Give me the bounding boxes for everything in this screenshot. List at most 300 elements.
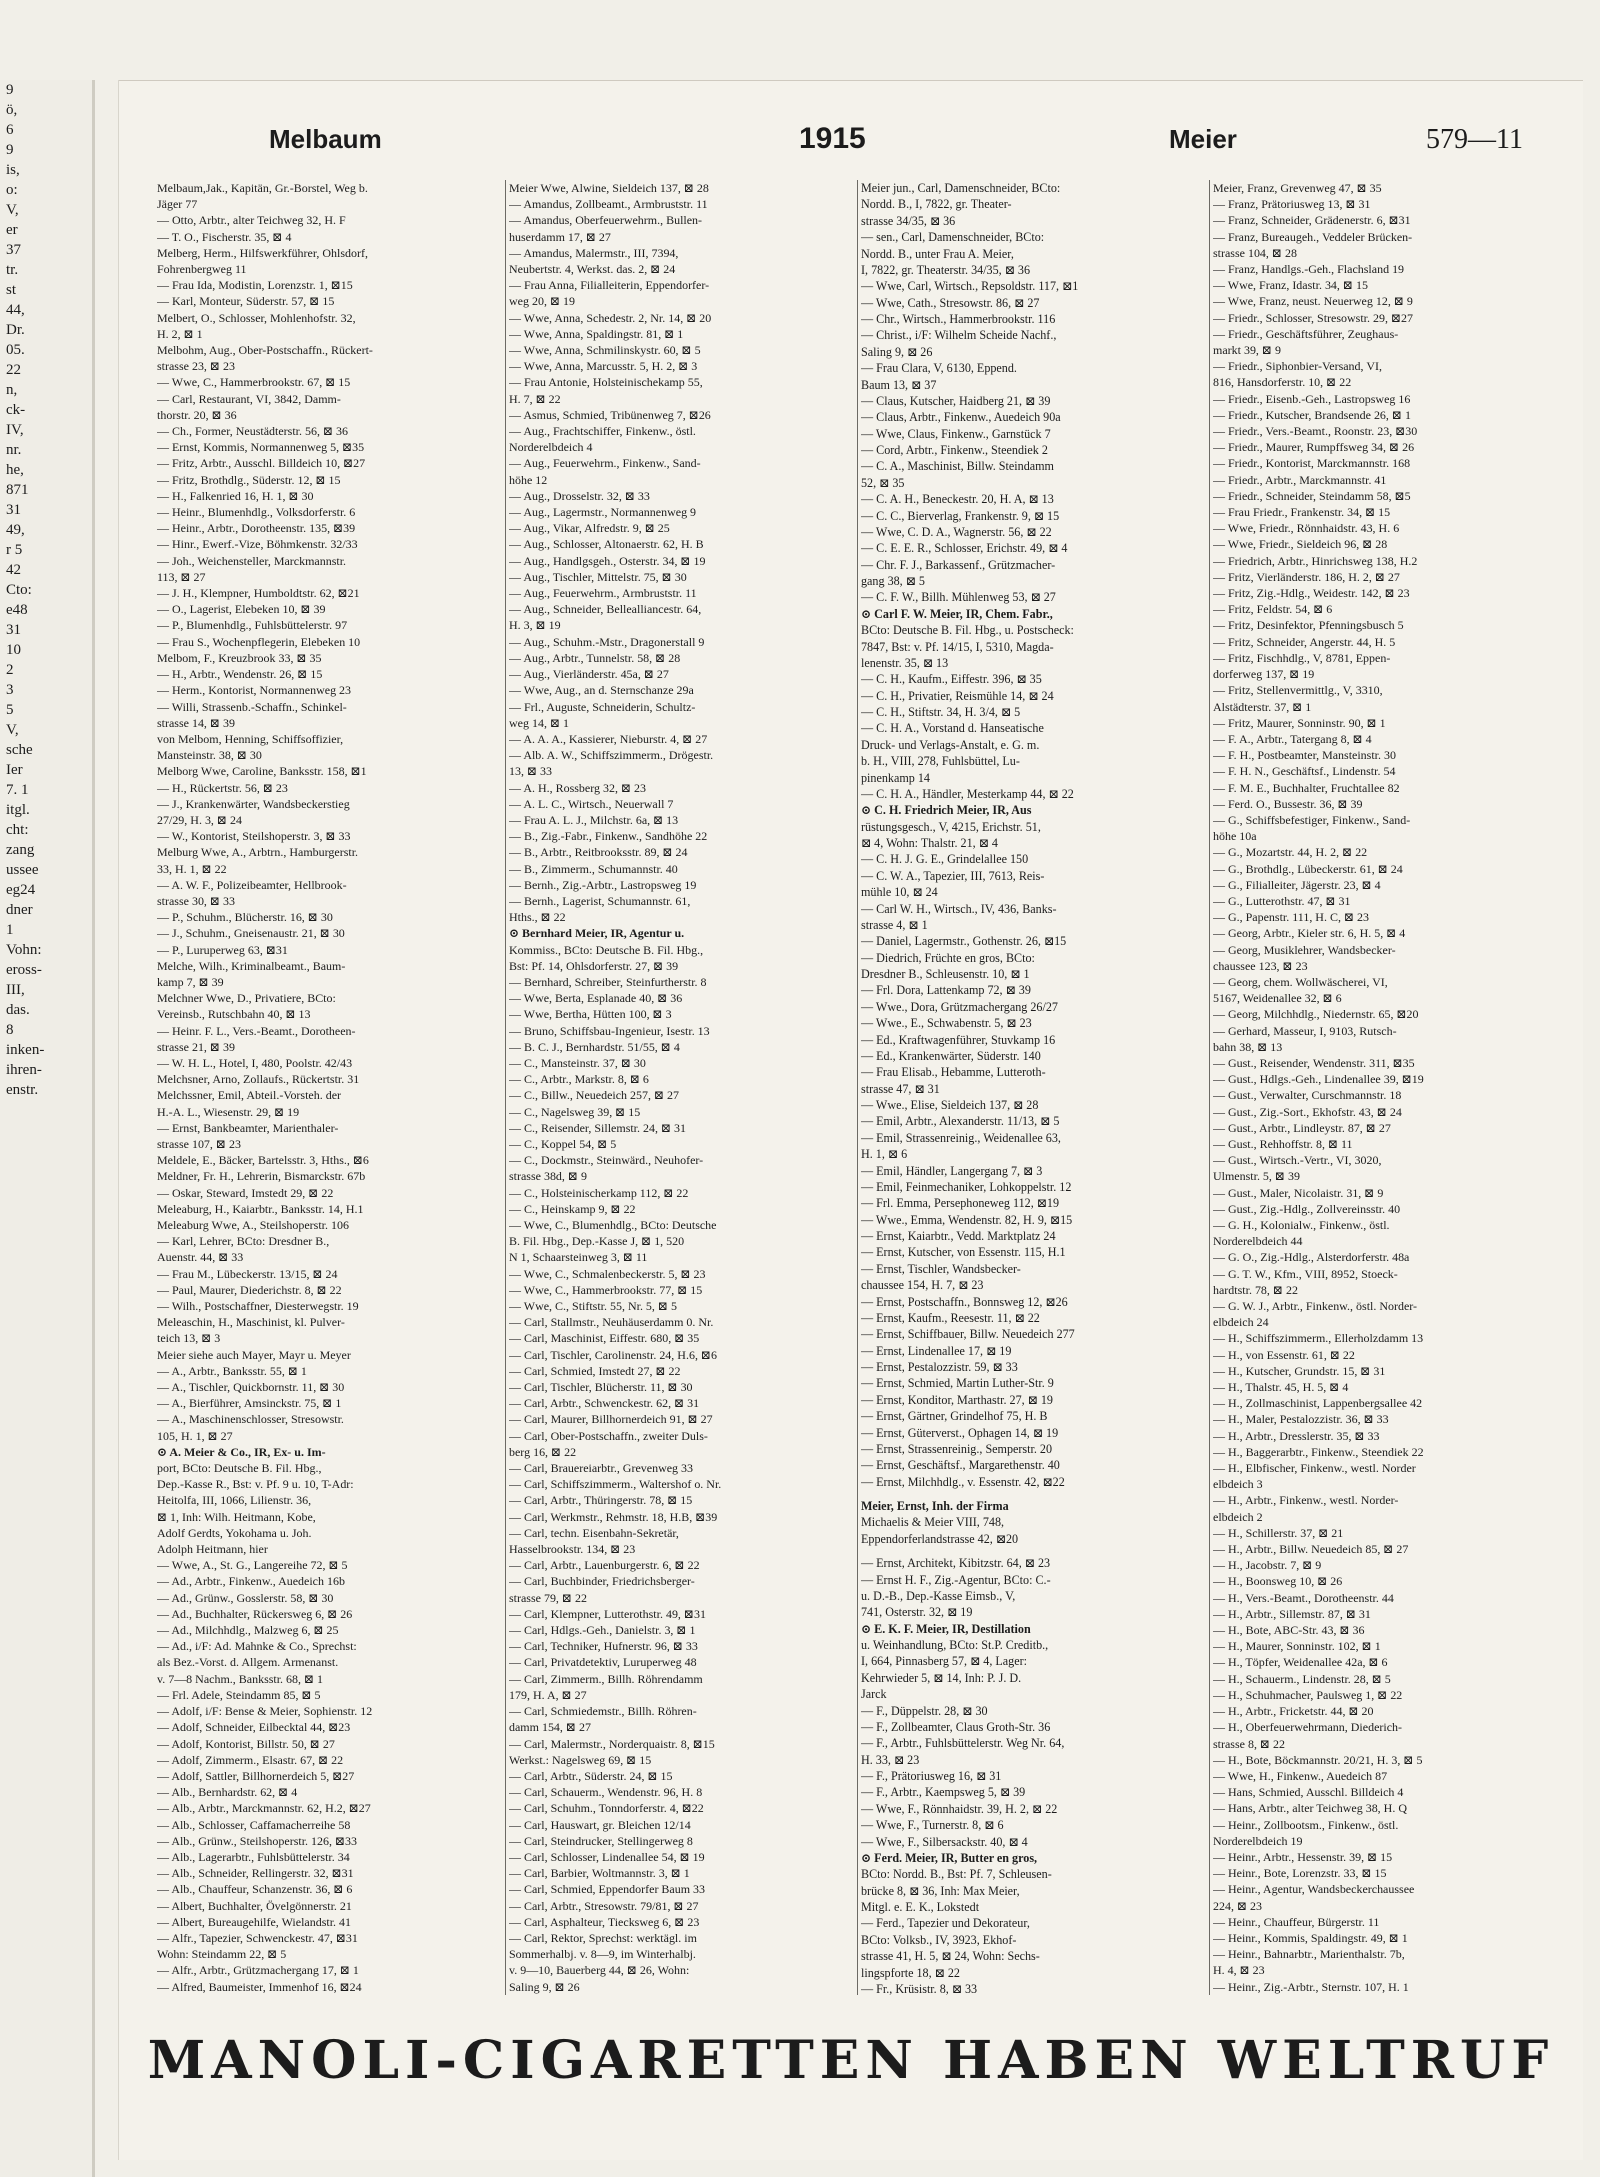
margin-fragment: 871 [6,482,29,498]
directory-entry: — C., Arbtr., Markstr. 8, ⊠ 6 [509,1072,649,1087]
directory-entry: — A., Maschinenschlosser, Stresowstr. [157,1412,344,1427]
directory-entry: — Carl, Schiffszimmerm., Waltershof o. Nr. [509,1477,722,1492]
directory-entry: — Karl, Lehrer, BCto: Dresdner B., [157,1234,330,1249]
directory-entry: pinenkamp 14 [861,770,930,785]
directory-entry: — Heinr., Zollbootsm., Finkenw., östl. [1213,1817,1399,1832]
column-2 [509,180,855,1995]
directory-entry: — H., Schauerm., Lindenstr. 28, ⊠ 5 [1213,1671,1391,1686]
margin-fragment: ck- [6,402,26,418]
directory-entry: — J. H., Klempner, Humboldtstr. 62, ⊠21 [157,586,360,601]
directory-entry: — Frau Ida, Modistin, Lorenzstr. 1, ⊠15 [157,278,353,293]
directory-entry: H. 3, ⊠ 19 [509,618,561,633]
directory-entry: — Cord, Arbtr., Finkenw., Steendiek 2 [861,443,1048,457]
directory-entry: — Fr., Krüsistr. 8, ⊠ 33 [861,1981,978,1995]
directory-entry: — Chr., Wirtsch., Hammerbrookstr. 116 [861,312,1056,326]
page-header [159,120,1543,164]
directory-entry: — Ernst, Strassenreinig., Semperstr. 20 [861,1441,1053,1456]
margin-fragment: V, [6,722,19,738]
directory-entry: — Wwe, F., Rönnhaidstr. 39, H. 2, ⊠ 22 [861,1801,1058,1816]
directory-entry: strasse 30, ⊠ 33 [157,893,235,908]
directory-entry: — Friedr., Geschäftsführer, Zeughaus- [1213,326,1399,341]
entry-columns [157,180,1567,1995]
directory-entry: Mitgl. e. E. K., Lokstedt [861,1900,980,1914]
directory-entry: — F., Arbtr., Fuhlsbüttelerstr. Weg Nr. 64, [861,1736,1065,1751]
directory-entry: — Frau A. L. J., Milchstr. 6a, ⊠ 13 [509,812,679,827]
directory-entry: — C. A., Maschinist, Billw. Steindamm [861,459,1054,474]
margin-fragment: V, [6,202,19,218]
directory-entry: 27/29, H. 3, ⊠ 24 [157,812,242,827]
directory-entry: — F., Düppelstr. 28, ⊠ 30 [861,1703,988,1718]
directory-entry: — H., Arbtr., Wendenstr. 26, ⊠ 15 [157,667,323,682]
directory-entry: — C., Nagelsweg 39, ⊠ 15 [509,1104,641,1119]
directory-entry: — G., Mozartstr. 44, H. 2, ⊠ 22 [1213,845,1368,860]
margin-fragment: 1 [6,922,14,938]
directory-entry: BCto: Volksb., IV, 3923, Ekhof- [861,1932,1017,1947]
directory-entry: ⊙ Bernhard Meier, IR, Agentur u. [509,926,685,941]
directory-entry: — Heinr., Bahnarbtr., Marienthalstr. 7b, [1213,1947,1405,1962]
directory-entry: H. 2, ⊠ 1 [157,326,203,341]
directory-entry: — Amandus, Malermstr., III, 7394, [509,245,679,260]
directory-entry: — Wwe, Anna, Schedestr. 2, Nr. 14, ⊠ 20 [509,310,712,325]
directory-entry: Meldner, Fr. H., Lehrerin, Bismarckstr. 67b [157,1169,366,1184]
directory-entry: — Wwe, C., Hammerbrookstr. 77, ⊠ 15 [509,1282,703,1297]
directory-entry: 7847, Bst: v. Pf. 14/15, I, 5310, Magda- [861,639,1054,654]
directory-entry: — Alb., Schneider, Rellingerstr. 32, ⊠31 [157,1866,354,1881]
directory-entry: — H., Oberfeuerwehrmann, Diederich- [1213,1720,1403,1735]
directory-entry: — F. H., Postbeamter, Mansteinstr. 30 [1213,748,1396,763]
margin-fragment: 22 [6,362,21,378]
margin-fragment: sche [6,742,33,758]
directory-entry: — G., Schiffsbefestiger, Finkenw., Sand- [1213,812,1411,827]
directory-entry: — Carl, Stallmstr., Neuhäuserdamm 0. Nr. [509,1315,714,1330]
directory-entry: — H., Arbtr., Finkenw., westl. Norder- [1213,1493,1399,1508]
directory-entry: — C. A. H., Beneckestr. 20, H. A, ⊠ 13 [861,492,1054,507]
directory-entry: — G. O., Zig.-Hdlg., Alsterdorferstr. 48a [1213,1250,1410,1265]
directory-entry: — Aug., Feuerwehrm., Armbruststr. 11 [509,586,697,601]
directory-entry: — Friedr., Arbtr., Marckmannstr. 41 [1213,472,1387,487]
directory-entry: — Friedr., Eisenb.-Geh., Lastropsweg 16 [1213,391,1411,406]
directory-entry: port, BCto: Deutsche B. Fil. Hbg., [157,1461,322,1476]
margin-fragment: o: [6,182,18,198]
directory-entry: — H., Schillerstr. 37, ⊠ 21 [1213,1525,1344,1540]
margin-fragment: 42 [6,562,21,578]
directory-entry: — Aug., Vikar, Alfredstr. 9, ⊠ 25 [509,521,670,536]
directory-entry: H. 4, ⊠ 23 [1213,1963,1265,1978]
directory-entry: — Emil, Arbtr., Alexanderstr. 11/13, ⊠ 5 [861,1114,1060,1129]
directory-entry: — W., Kontorist, Steilshoperstr. 3, ⊠ 33 [157,829,351,844]
directory-entry: — Ernst, Pestalozzistr. 59, ⊠ 33 [861,1360,1018,1374]
directory-entry: — J., Krankenwärter, Wandsbeckerstieg [157,796,350,811]
directory-entry: — Alb., Bernhardstr. 62, ⊠ 4 [157,1785,298,1800]
directory-entry: — Wwe., Dora, Grützmachergang 26/27 [861,999,1058,1014]
directory-entry: Dep.-Kasse R., Bst: v. Pf. 9 u. 10, T-Adr: [157,1477,354,1492]
directory-entry: — H., Töpfer, Weidenallee 42a, ⊠ 6 [1213,1655,1388,1670]
margin-fragment: tr. [6,262,19,278]
directory-entry: — Ernst, Kaiarbtr., Vedd. Marktplatz 24 [861,1229,1056,1243]
directory-entry: Meldele, E., Bäcker, Bartelsstr. 3, Hths., ⊠6 [157,1153,369,1168]
directory-entry: — Wwe, Friedr., Rönnhaidstr. 43, H. 6 [1213,521,1400,536]
margin-fragment: ihren- [6,1062,42,1078]
margin-fragment: 05. [6,342,25,358]
directory-entry: — T. O., Fischerstr. 35, ⊠ 4 [157,229,292,244]
directory-entry: — H., Kutscher, Grundstr. 15, ⊠ 31 [1213,1363,1386,1378]
directory-entry: — Joh., Weichensteller, Marckmannstr. [157,553,347,568]
directory-entry: — C. H., Kaufm., Eiffestr. 396, ⊠ 35 [861,672,1042,687]
directory-entry: — Gust., Zig.-Hdlg., Zollvereinsstr. 40 [1213,1201,1401,1216]
directory-entry: — Carl, Arbtr., Thüringerstr. 78, ⊠ 15 [509,1493,693,1508]
directory-entry: — W. H. L., Hotel, I, 480, Poolstr. 42/43 [157,1055,353,1070]
directory-entry: dorferweg 137, ⊠ 19 [1213,667,1315,682]
directory-entry: — Fritz, Fischhdlg., V, 8781, Eppen- [1213,650,1391,665]
directory-entry: — Georg, Milchhdlg., Niedernstr. 65, ⊠20 [1213,1007,1419,1022]
margin-fragment: 49, [6,522,25,538]
directory-entry: — Amandus, Zollbeamt., Armbruststr. 11 [509,197,708,212]
directory-entry: — Ernst, Milchhdlg., v. Essenstr. 42, ⊠22 [861,1474,1065,1489]
directory-entry: von Melbom, Henning, Schiffsoffizier, [157,731,344,746]
directory-entry: — F., Zollbeamter, Claus Groth-Str. 36 [861,1719,1051,1734]
directory-entry: — Ernst, Lindenallee 17, ⊠ 19 [861,1343,1012,1358]
directory-entry: — Wwe., Elise, Sieldeich 137, ⊠ 28 [861,1098,1039,1112]
directory-entry: — Aug., Tischler, Mittelstr. 75, ⊠ 30 [509,569,687,584]
directory-entry: — Frau Friedr., Frankenstr. 34, ⊠ 15 [1213,505,1391,520]
margin-fragment: 9 [6,142,14,158]
directory-entry: höhe 12 [509,472,548,487]
directory-entry: — H., Schuhmacher, Paulsweg 1, ⊠ 22 [1213,1687,1403,1702]
directory-entry: — Otto, Arbtr., alter Teichweg 32, H. F [157,213,346,228]
directory-entry: ⊙ C. H. Friedrich Meier, IR, Aus [861,803,1032,818]
directory-entry: strasse 79, ⊠ 22 [509,1590,587,1605]
directory-entry: — Gust., Wirtsch.-Vertr., VI, 3020, [1213,1153,1382,1168]
directory-entry [861,1490,1207,1498]
directory-entry: — Georg, Musiklehrer, Wandsbecker- [1213,942,1396,957]
directory-entry: — C. H., Privatier, Reismühle 14, ⊠ 24 [861,688,1054,703]
directory-entry: elbdeich 2 [1213,1509,1263,1524]
directory-entry: — G. W. J., Arbtr., Finkenw., östl. Norder- [1213,1299,1418,1314]
directory-entry: Melbert, O., Schlosser, Mohlenhofstr. 32, [157,310,356,325]
margin-fragment: n, [6,382,18,398]
directory-entry: — Alfr., Tapezier, Schwenckestr. 47, ⊠31 [157,1930,358,1945]
directory-entry: — H., Maurer, Sonninstr. 102, ⊠ 1 [1213,1639,1381,1654]
directory-entry: — Emil, Händler, Langergang 7, ⊠ 3 [861,1163,1043,1178]
directory-entry: Meier, Franz, Grevenweg 47, ⊠ 35 [1213,181,1382,195]
directory-entry: 5167, Weidenallee 32, ⊠ 6 [1213,991,1342,1006]
column-3 [861,180,1207,1995]
directory-entry: — Carl, Techniker, Hufnerstr. 96, ⊠ 33 [509,1639,698,1654]
directory-entry: H. 7, ⊠ 22 [509,391,561,406]
directory-entry: — Carl, Zimmerm., Billh. Röhrendamm [509,1671,703,1686]
directory-entry: — B. C. J., Bernhardstr. 51/55, ⊠ 4 [509,1039,680,1054]
directory-entry: 13, ⊠ 33 [509,764,552,779]
margin-fragment: 5 [6,702,14,718]
directory-entry: — C., Heinskamp 9, ⊠ 22 [509,1201,636,1216]
directory-entry: — Claus, Kutscher, Haidberg 21, ⊠ 39 [861,393,1051,408]
directory-entry: — Ernst, Tischler, Wandsbecker- [861,1261,1021,1276]
directory-entry: — A. L. C., Wirtsch., Neuerwall 7 [509,796,674,811]
margin-fragment: 44, [6,302,25,318]
directory-entry: Norderelbdeich 44 [1213,1234,1303,1249]
directory-entry: — Carl, Maschinist, Eiffestr. 680, ⊠ 35 [509,1331,700,1346]
directory-entry: — Wwe, Cath., Stresowstr. 86, ⊠ 27 [861,295,1040,310]
directory-entry: — C., Reisender, Sillemstr. 24, ⊠ 31 [509,1120,687,1135]
directory-entry: — Fritz, Brothdlg., Süderstr. 12, ⊠ 15 [157,472,341,487]
directory-entry: — B., Zimmerm., Schumannstr. 40 [509,861,678,876]
directory-entry: — Hans, Arbtr., alter Teichweg 38, H. Q [1213,1801,1407,1816]
directory-entry: Adolf Gerdts, Yokohama u. Joh. [157,1525,312,1540]
directory-entry: — Ernst, Kutscher, von Essenstr. 115, H.1 [861,1245,1066,1260]
directory-entry: Melchsner, Arno, Zollaufs., Rückertstr. 31 [157,1072,360,1087]
directory-entry: — C. H. A., Vorstand d. Hanseatische [861,721,1044,736]
directory-entry: Melchssner, Emil, Abteil.-Vorsteh. der [157,1088,342,1103]
directory-entry: teich 13, ⊠ 3 [157,1331,221,1346]
directory-entry: I, 7822, gr. Theaterstr. 34/35, ⊠ 36 [861,262,1031,277]
directory-entry: Meier, Ernst, Inh. der Firma [861,1499,1009,1513]
directory-entry: b. H., VIII, 278, Fuhlsbüttel, Lu- [861,754,1020,769]
column-divider [857,180,858,1995]
directory-entry: Hasselbrookstr. 134, ⊠ 23 [509,1542,636,1557]
margin-fragment: r 5 [6,542,23,558]
directory-entry: — Diedrich, Früchte en gros, BCto: [861,950,1035,965]
directory-entry: — Wwe, H., Finkenw., Auedeich 87 [1213,1768,1388,1783]
directory-entry: Michaelis & Meier VIII, 748, [861,1515,1005,1530]
directory-entry: weg 20, ⊠ 19 [509,294,575,309]
directory-entry: — P., Luruperweg 63, ⊠31 [157,942,288,957]
directory-entry: ⊙ Carl F. W. Meier, IR, Chem. Fabr., [861,606,1053,621]
directory-entry: Fohrenbergweg 11 [157,262,247,277]
directory-entry: — A., Tischler, Quickbornstr. 11, ⊠ 30 [157,1380,345,1395]
directory-entry: Norderelbdeich 4 [509,440,593,455]
directory-entry: — Albert, Bureaugehilfe, Wielandstr. 41 [157,1914,351,1929]
directory-entry: — Oskar, Steward, Imstedt 29, ⊠ 22 [157,1185,334,1200]
directory-entry: — Carl, Ober-Postschaffn., zweiter Duls- [509,1428,708,1443]
margin-fragment: 8 [6,1022,14,1038]
directory-entry: — Wwe, C., Blumenhdlg., BCto: Deutsche [509,1218,717,1232]
directory-page [118,80,1583,2160]
directory-entry: höhe 10a [1213,829,1257,844]
directory-entry: Melbaum,Jak., Kapitän, Gr.-Borstel, Weg b. [157,181,368,195]
directory-entry: — Hinr., Ewerf.-Vize, Böhmkenstr. 32/33 [157,537,358,552]
directory-entry: — Gust., Rehhoffstr. 8, ⊠ 11 [1213,1136,1353,1151]
directory-entry: — H., Arbtr., Billw. Neuedeich 85, ⊠ 27 [1213,1542,1409,1557]
directory-entry: Jarck [861,1687,887,1702]
margin-fragment: zang [6,842,35,858]
margin-fragment: 9 [6,82,14,98]
directory-entry: Saling 9, ⊠ 26 [509,1979,580,1994]
directory-entry: — Friedr., Maurer, Rumpffsweg 34, ⊠ 26 [1213,440,1415,455]
directory-entry: — sen., Carl, Damenschneider, BCto: [861,230,1045,245]
directory-entry: rüstungsgesch., V, 4215, Erichstr. 51, [861,819,1041,834]
margin-fragment: st [6,282,17,298]
directory-entry: — Willi, Strassenb.-Schaffn., Schinkel- [157,699,347,714]
header-last-entry: Meier [1169,124,1237,154]
directory-entry: — C., Holsteinischerkamp 112, ⊠ 22 [509,1185,689,1200]
directory-entry: strasse 21, ⊠ 39 [157,1039,235,1054]
directory-entry: — G., Brothdlg., Lübeckerstr. 61, ⊠ 24 [1213,861,1403,876]
directory-entry: H. 33, ⊠ 23 [861,1752,920,1767]
directory-entry: Nordd. B., I, 7822, gr. Theater- [861,197,1012,212]
margin-fragment: Cto: [6,582,32,598]
directory-entry: — A. W. F., Polizeibeamter, Hellbrook- [157,877,347,892]
directory-entry: — H., Arbtr., Dresslerstr. 35, ⊠ 33 [1213,1428,1380,1443]
directory-entry: — Wwe, C., Stiftstr. 55, Nr. 5, ⊠ 5 [509,1299,677,1314]
directory-entry: kamp 7, ⊠ 39 [157,974,224,989]
directory-entry: — H., Arbtr., Sillemstr. 87, ⊠ 31 [1213,1606,1371,1621]
directory-entry: — Frau Clara, V, 6130, Eppend. [861,361,1017,376]
directory-entry: — Ad., Buchhalter, Rückersweg 6, ⊠ 26 [157,1606,353,1621]
directory-entry: — F. A., Arbtr., Tatergang 8, ⊠ 4 [1213,731,1372,746]
directory-entry: — Ferd., Tapezier und Dekorateur, [861,1916,1030,1931]
directory-entry: — Ernst, Schiffbauer, Billw. Neuedeich 277 [861,1327,1075,1342]
directory-entry: strasse 14, ⊠ 39 [157,715,235,730]
directory-entry: ⊠ 4, Wohn: Thalstr. 21, ⊠ 4 [861,836,998,850]
directory-entry: — Gust., Zig.-Sort., Ekhofstr. 43, ⊠ 24 [1213,1104,1402,1119]
header-year: 1915 [799,122,866,155]
directory-entry: — G. T. W., Kfm., VIII, 8952, Stoeck- [1213,1266,1398,1281]
directory-entry: — Wwe, Aug., an d. Sternschanze 29a [509,683,694,698]
directory-entry: lingspforte 18, ⊠ 22 [861,1965,960,1980]
column-divider [505,180,506,1995]
directory-entry: — B., Zig.-Fabr., Finkenw., Sandhöhe 22 [509,829,708,844]
margin-fragment: Ier [6,762,23,778]
margin-fragment: Vohn: [6,942,42,958]
directory-entry: — Carl, Schmiedemstr., Billh. Röhren- [509,1704,697,1719]
directory-entry: — Carl, Rektor, Sprechst: werktägl. im [509,1930,697,1945]
directory-entry: gang 38, ⊠ 5 [861,574,925,588]
directory-entry: markt 39, ⊠ 9 [1213,343,1281,358]
directory-entry: Hths., ⊠ 22 [509,910,566,925]
directory-entry: — Frl. Emma, Persephoneweg 112, ⊠19 [861,1196,1060,1211]
margin-fragment: eg24 [6,882,36,898]
directory-entry: — C. H. J. G. E., Grindelallee 150 [861,852,1029,867]
directory-entry: — Heinr., Chauffeur, Bürgerstr. 11 [1213,1914,1380,1929]
directory-entry: — H., Maler, Pestalozzistr. 36, ⊠ 33 [1213,1412,1389,1427]
directory-entry: — Carl, Asphalteur, Tiecksweg 6, ⊠ 23 [509,1914,700,1929]
directory-entry: Meier jun., Carl, Damenschneider, BCto: [861,181,1061,195]
directory-entry: Werkst.: Nagelsweg 69, ⊠ 15 [509,1752,652,1767]
directory-entry: — Fritz, Zig.-Hdlg., Weidestr. 142, ⊠ 23 [1213,586,1410,601]
directory-entry: — Alb., Lagerarbtr., Fuhlsbüttelerstr. 34 [157,1849,350,1864]
directory-entry: — Fritz, Schneider, Angerstr. 44, H. 5 [1213,634,1396,649]
directory-entry: — Asmus, Schmied, Tribünenweg 7, ⊠26 [509,407,711,422]
directory-entry: — A. A. A., Kassierer, Nieburstr. 4, ⊠ 27 [509,731,708,746]
directory-entry: — Ernst, Architekt, Kibitzstr. 64, ⊠ 23 [861,1556,1051,1571]
directory-entry: — Heinr., Kommis, Spaldingstr. 49, ⊠ 1 [1213,1930,1408,1945]
directory-entry: — Carl, techn. Eisenbahn-Sekretär, [509,1525,679,1540]
directory-entry: Melchner Wwe, D., Privatiere, BCto: [157,991,336,1006]
directory-entry: — C. E. E. R., Schlosser, Erichstr. 49, ⊠ 4 [861,541,1068,556]
directory-entry: — H., Bote, Böckmannstr. 20/21, H. 3, ⊠ 5 [1213,1752,1423,1767]
directory-entry: — Friedr., Vers.-Beamt., Roonstr. 23, ⊠30 [1213,424,1418,439]
directory-entry: — Carl, Hauswart, gr. Bleichen 12/14 [509,1817,691,1832]
directory-entry: v. 7—8 Nachm., Banksstr. 68, ⊠ 1 [157,1671,324,1686]
directory-entry: — Gust., Verwalter, Curschmannstr. 18 [1213,1088,1402,1103]
margin-fragment: eross- [6,962,42,978]
directory-entry: BCto: Nordd. B., Bst: Pf. 7, Schleusen- [861,1867,1052,1882]
directory-entry: 33, H. 1, ⊠ 22 [157,861,227,876]
directory-entry: — Aug., Feuerwehrm., Finkenw., Sand- [509,456,701,471]
directory-entry: — Carl, Malermstr., Norderquaistr. 8, ⊠15 [509,1736,715,1751]
directory-entry: — P., Schuhm., Blücherstr. 16, ⊠ 30 [157,910,333,925]
header-first-entry: Melbaum [269,124,382,154]
directory-entry: — H., Zollmaschinist, Lappenbergsallee 42 [1213,1396,1423,1411]
directory-entry: Kehrwieder 5, ⊠ 14, Inh: P. J. D. [861,1670,1022,1685]
directory-entry: — Daniel, Lagermstr., Gothenstr. 26, ⊠15 [861,934,1067,949]
directory-entry: — Alfred, Baumeister, Immenhof 16, ⊠24 [157,1979,362,1994]
directory-entry: — Carl, Arbtr., Süderstr. 24, ⊠ 15 [509,1768,673,1783]
directory-entry: — Fritz, Arbtr., Ausschl. Billdeich 10, ⊠27 [157,456,366,471]
directory-entry: Vereinsb., Rutschbahn 40, ⊠ 13 [157,1007,311,1022]
directory-entry: — C., Koppel 54, ⊠ 5 [509,1136,617,1151]
directory-entry: — Friedr., Kutscher, Brandsende 26, ⊠ 1 [1213,407,1411,422]
directory-entry: — Fritz, Desinfektor, Pfenningsbusch 5 [1213,618,1404,633]
directory-entry: Melche, Wilh., Kriminalbeamt., Baum- [157,958,346,973]
directory-entry: — Carl, Buchbinder, Friedrichsberger- [509,1574,695,1589]
directory-entry: — G., Papenstr. 111, H. C, ⊠ 23 [1213,910,1369,925]
margin-fragment: 6 [6,122,14,138]
directory-entry: — Bernh., Zig.-Arbtr., Lastropsweg 19 [509,877,697,892]
directory-entry: v. 9—10, Bauerberg 44, ⊠ 26, Wohn: [509,1963,690,1978]
directory-entry: — Frau Elisab., Hebamme, Lutteroth- [861,1065,1046,1080]
directory-entry: — Fritz, Maurer, Sonninstr. 90, ⊠ 1 [1213,715,1386,730]
directory-entry: strasse 23, ⊠ 23 [157,359,235,374]
directory-entry: strasse 47, ⊠ 31 [861,1081,940,1096]
directory-entry: Neubertstr. 4, Werkst. das. 2, ⊠ 24 [509,262,676,277]
directory-entry: — Ernst, Postschaffn., Bonnsweg 12, ⊠26 [861,1294,1068,1309]
directory-entry [861,1547,1207,1555]
directory-entry: — Chr. F. J., Barkassenf., Grützmacher- [861,557,1056,572]
directory-entry: — Heinr., Bote, Lorenzstr. 33, ⊠ 15 [1213,1866,1387,1881]
directory-entry: — Carl, Arbtr., Schwenckestr. 62, ⊠ 31 [509,1396,700,1411]
directory-entry: I, 664, Pinnasberg 57, ⊠ 4, Lager: [861,1654,1027,1669]
directory-entry: — G., Filialleiter, Jägerstr. 23, ⊠ 4 [1213,877,1381,892]
directory-entry: — Friedr., Schlosser, Stresowstr. 29, ⊠27 [1213,310,1413,325]
directory-entry: — Wwe., E., Schwabenstr. 5, ⊠ 23 [861,1016,1032,1031]
directory-entry: — Gust., Reisender, Wendenstr. 311, ⊠35 [1213,1055,1415,1070]
directory-entry: — Alb. A. W., Schiffszimmerm., Drögestr. [509,748,714,763]
directory-entry: — G., Lutterothstr. 47, ⊠ 31 [1213,893,1351,908]
directory-entry: — Frl., Auguste, Schneiderin, Schultz- [509,699,696,714]
directory-entry: — Adolf, Schneider, Eilbecktal 44, ⊠23 [157,1720,351,1735]
directory-entry: Meleaschin, H., Maschinist, kl. Pulver- [157,1315,345,1330]
directory-entry: 224, ⊠ 23 [1213,1898,1262,1913]
directory-entry: — C. W. A., Tapezier, III, 7613, Reis- [861,868,1045,883]
directory-entry: Meier siehe auch Mayer, Mayr u. Meyer [157,1347,351,1362]
directory-entry: — Heinr., Agentur, Wandsbeckerchaussee [1213,1882,1415,1897]
directory-entry: Melburg Wwe, A., Arbtrn., Hamburgerstr. [157,845,359,860]
directory-entry: Meleaburg Wwe, A., Steilshoperstr. 106 [157,1218,349,1232]
directory-entry: hardtstr. 78, ⊠ 22 [1213,1282,1298,1297]
directory-entry: — Emil, Strassenreinig., Weidenallee 63, [861,1130,1061,1145]
directory-entry: als Bez.-Vorst. d. Allgem. Armenanst. [157,1655,339,1670]
directory-entry: — Frau Antonie, Holsteinischekamp 55, [509,375,703,390]
column-4 [1213,180,1559,1995]
directory-entry: — Claus, Arbtr., Finkenw., Auedeich 90a [861,410,1061,425]
directory-entry: — Wwe, Claus, Finkenw., Garnstück 7 [861,426,1051,441]
directory-entry: — Amandus, Oberfeuerwehrm., Bullen- [509,213,703,228]
directory-entry: ⊙ A. Meier & Co., IR, Ex- u. Im- [157,1444,326,1459]
directory-entry: — Bernhard, Schreiber, Steinfurtherstr. 8 [509,974,707,989]
directory-entry: — Wwe, C. D. A., Wagnerstr. 56, ⊠ 22 [861,524,1052,539]
directory-entry: — A. H., Rossberg 32, ⊠ 23 [509,780,646,795]
directory-entry: — Franz, Prätoriusweg 13, ⊠ 31 [1213,197,1371,212]
margin-fragment: nr. [6,442,22,458]
directory-entry: — Carl, Restaurant, VI, 3842, Damm- [157,391,341,406]
directory-entry: — Adolf, i/F: Bense & Meier, Sophienstr. 12 [157,1704,373,1719]
directory-entry: — Carl, Klempner, Lutterothstr. 49, ⊠31 [509,1606,706,1621]
directory-entry: — Aug., Schuhm.-Mstr., Dragonerstall 9 [509,634,705,649]
directory-entry: — C. H., Stiftstr. 34, H. 3/4, ⊠ 5 [861,705,1021,719]
directory-entry: — H., Boonsweg 10, ⊠ 26 [1213,1574,1343,1589]
directory-entry: — C., Mansteinstr. 37, ⊠ 30 [509,1055,646,1070]
